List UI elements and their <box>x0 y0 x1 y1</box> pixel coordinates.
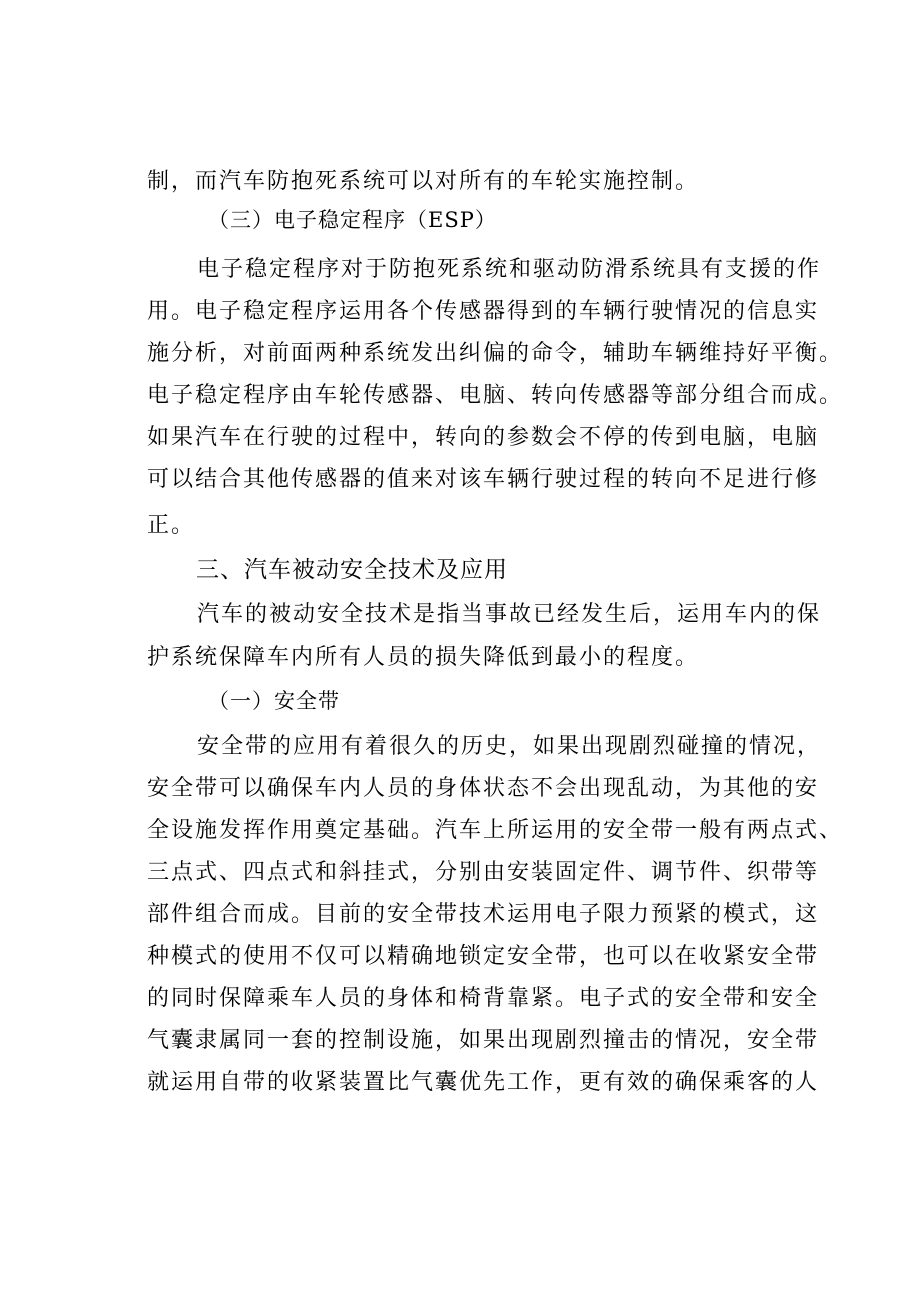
text-line: 就运用自带的收紧装置比气囊优先工作，更有效的确保乘客的人 <box>147 1070 820 1095</box>
subsection-heading-esp: （三）电子稳定程序（ESP） <box>208 208 497 232</box>
text-line: 护系统保障车内所有人员的损失降低到最小的程度。 <box>147 645 700 670</box>
text-line: 种模式的使用不仅可以精确地锁定安全带，也可以在收紧安全带 <box>147 944 820 969</box>
text-line: 安全带的应用有着很久的历史，如果出现剧烈碰撞的情况， <box>197 734 822 759</box>
subsection-heading-seatbelt: （一）安全带 <box>208 689 340 713</box>
text-line: 电子稳定程序由车轮传感器、电脑、转向传感器等部分组合而成。 <box>147 383 844 408</box>
section-heading: 三、汽车被动安全技术及应用 <box>196 557 508 583</box>
text-line: 正。 <box>147 513 196 538</box>
text-line: 电子稳定程序对于防抱死系统和驱动防滑系统具有支援的作 <box>197 257 822 282</box>
text-line: 用。电子稳定程序运用各个传感器得到的车辆行驶情况的信息实 <box>147 299 820 324</box>
text-line: 汽车的被动安全技术是指当事故已经发生后，运用车内的保 <box>197 602 822 627</box>
text-line: 的同时保障乘车人员的身体和椅背靠紧。电子式的安全带和安全 <box>147 986 820 1011</box>
text-line: 气囊隶属同一套的控制设施，如果出现剧烈撞击的情况，安全带 <box>147 1028 820 1053</box>
text-line: 部件组合而成。目前的安全带技术运用电子限力预紧的模式，这 <box>147 902 820 927</box>
text-line: 三点式、四点式和斜挂式，分别由安装固定件、调节件、织带等 <box>147 860 820 885</box>
text-line: 全设施发挥作用奠定基础。汽车上所运用的安全带一般有两点式、 <box>147 818 844 843</box>
text-line: 可以结合其他传感器的值来对该车辆行驶过程的转向不足进行修 <box>147 467 820 492</box>
text-line: 如果汽车在行驶的过程中，转向的参数会不停的传到电脑，电脑 <box>147 425 820 450</box>
text-line: 施分析，对前面两种系统发出纠偏的命令，辅助车辆维持好平衡。 <box>147 341 844 366</box>
text-line: 制，而汽车防抱死系统可以对所有的车轮实施控制。 <box>147 169 700 194</box>
text-line: 安全带可以确保车内人员的身体状态不会出现乱动，为其他的安 <box>147 776 820 801</box>
